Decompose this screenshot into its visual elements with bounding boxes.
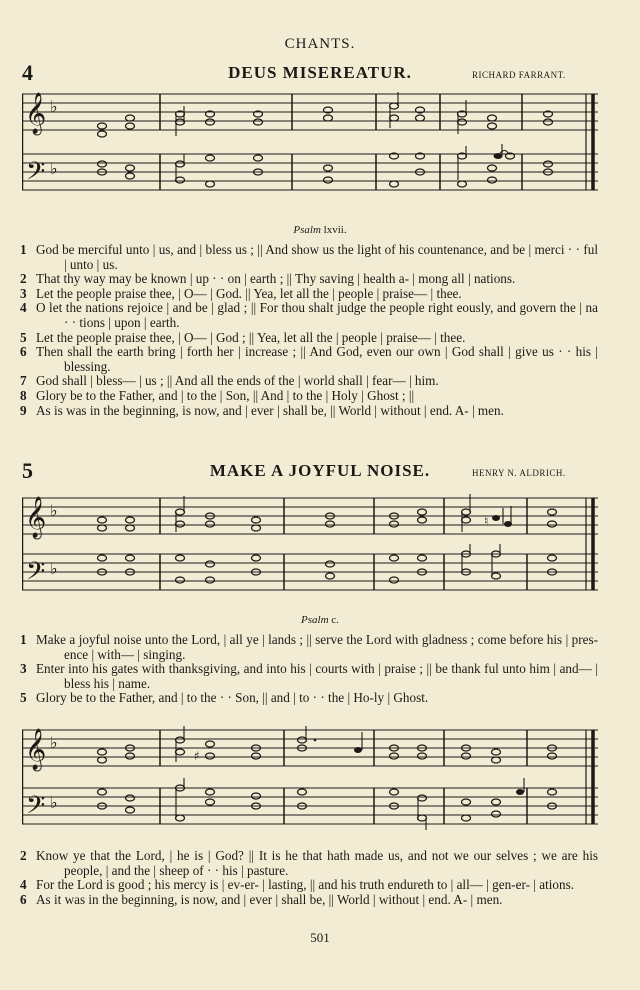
verse-text: Make a joyful noise unto the Lord, | all ye | lands ; || serve the Lord with gladness ; come before his | pres-ence | with— | singing. [36, 632, 598, 662]
verse-text: That thy way may be known | up · · on | earth ; || Thy saving | health a- | mong all | nations. [36, 271, 516, 287]
verse-text: God be merciful unto | us, and | bless us ; || And show us the light of his countenance, and be | merci · · ful | unto | us. [36, 242, 598, 272]
svg-text:♭: ♭ [50, 97, 58, 116]
verse-number: 1 [20, 242, 27, 257]
verse-text: God shall | bless— | us ; || And all the ends of the | world shall | fear— | him. [36, 373, 439, 389]
verse [20, 662, 598, 691]
svg-text:♮: ♮ [484, 514, 489, 528]
psalm-number: lxvii. [323, 224, 347, 236]
verse-number: 5 [20, 690, 27, 706]
svg-text:𝄢: 𝄢 [26, 557, 46, 592]
psalm-reference [0, 614, 640, 626]
psalm-label: Psalm [301, 614, 329, 626]
composer: HENRY N. ALDRICH. [472, 468, 566, 478]
verse-number: 4 [20, 877, 27, 893]
verse-number: 2 [20, 271, 27, 287]
verse [20, 272, 598, 287]
verse [20, 849, 598, 878]
verse-text: As it was in the beginning, is now, and | ever | shall be, || World | without | end. A- | men. [36, 891, 503, 907]
verse [20, 878, 598, 893]
verse-number: 9 [20, 402, 27, 418]
chant-4-verses [20, 243, 598, 418]
verse [20, 404, 598, 419]
verse [20, 331, 598, 346]
verse-text: Then shall the earth bring | forth her | increase ; || And God, even our own | God shall | give us · · his | blessing. [36, 344, 598, 374]
verse-number: 2 [20, 848, 27, 863]
svg-text:𝄞: 𝄞 [25, 93, 47, 134]
psalm-label: Psalm [293, 224, 321, 236]
page-header: CHANTS. [284, 36, 356, 52]
verse-number: 7 [20, 373, 27, 389]
psalm-number: c. [331, 614, 339, 626]
verse-text: Know ye that the Lord, | he is | God? || It is he that hath made us, and not we our selves ; we are his people, | and the | sheep of · · his | pasture. [36, 848, 598, 878]
svg-text:♭: ♭ [50, 733, 58, 752]
verse [20, 345, 598, 374]
chant-5-verses-even [20, 849, 598, 907]
verse-number: 6 [20, 344, 27, 360]
chant-title: DEUS MISEREATUR. [228, 63, 412, 82]
music-score-chant-5-first [22, 488, 598, 600]
verse [20, 633, 598, 662]
chant-5-verses-odd [20, 633, 598, 706]
verse-number: 8 [20, 387, 27, 403]
verse [20, 389, 598, 404]
verse-text: Glory be to the Father, and | to the | Son, || And | to the | Holy | Ghost ; || [36, 387, 415, 403]
verse-text: Let the people praise thee, | O— | God ; || Yea, let all the | people | praise— | thee. [36, 329, 466, 345]
svg-text:♯: ♯ [194, 749, 200, 763]
svg-text:♭: ♭ [50, 793, 58, 812]
verse [20, 691, 598, 706]
verse [20, 301, 598, 330]
psalm-reference [0, 224, 640, 236]
verse-number: 3 [20, 661, 27, 677]
svg-text:𝄢: 𝄢 [26, 791, 46, 826]
svg-text:𝄞: 𝄞 [25, 497, 47, 538]
verse-text: Let the people praise thee, | O— | God. || Yea, let all the | people | praise— | thee. [36, 285, 462, 301]
verse-number: 3 [20, 285, 27, 301]
verse-text: O let the nations rejoice | and be | glad ; || For thou shalt judge the people right eously, and govern the | na · · tions | upon | earth. [36, 300, 598, 330]
chant-number: 4 [22, 60, 33, 85]
music-score-chant-4 [22, 88, 598, 208]
verse-number: 1 [20, 632, 27, 647]
composer: RICHARD FARRANT. [472, 70, 566, 80]
verse [20, 287, 598, 302]
verse-number: 6 [20, 891, 27, 907]
page-number: 501 [310, 930, 330, 945]
verse-number: 4 [20, 300, 27, 316]
svg-text:♭: ♭ [50, 559, 58, 578]
verse [20, 893, 598, 908]
verse [20, 374, 598, 389]
svg-text:♭: ♭ [50, 501, 58, 520]
svg-text:♭: ♭ [50, 159, 58, 178]
chant-title: MAKE A JOYFUL NOISE. [209, 461, 431, 480]
verse-text: Glory be to the Father, and | to the · · Son, || and | to · · the | Ho-ly | Ghost. [36, 690, 429, 706]
svg-text:𝄞: 𝄞 [25, 729, 47, 770]
verse-number: 5 [20, 329, 27, 345]
chant-number: 5 [22, 458, 33, 483]
verse-text: Enter into his gates with thanksgiving, and into his | courts with | praise ; || be thank ful unto him | and— | bless his | name. [36, 661, 598, 691]
music-score-chant-5-second [22, 720, 598, 838]
verse-text: As is was in the beginning, is now, and | ever | shall be, || World | without | end. A- | men. [36, 402, 504, 418]
verse [20, 243, 598, 272]
svg-text:𝄢: 𝄢 [26, 157, 46, 192]
verse-text: For the Lord is good ; his mercy is | ev-er- | lasting, || and his truth endureth to | all— | gen-er- | ations. [36, 877, 575, 893]
